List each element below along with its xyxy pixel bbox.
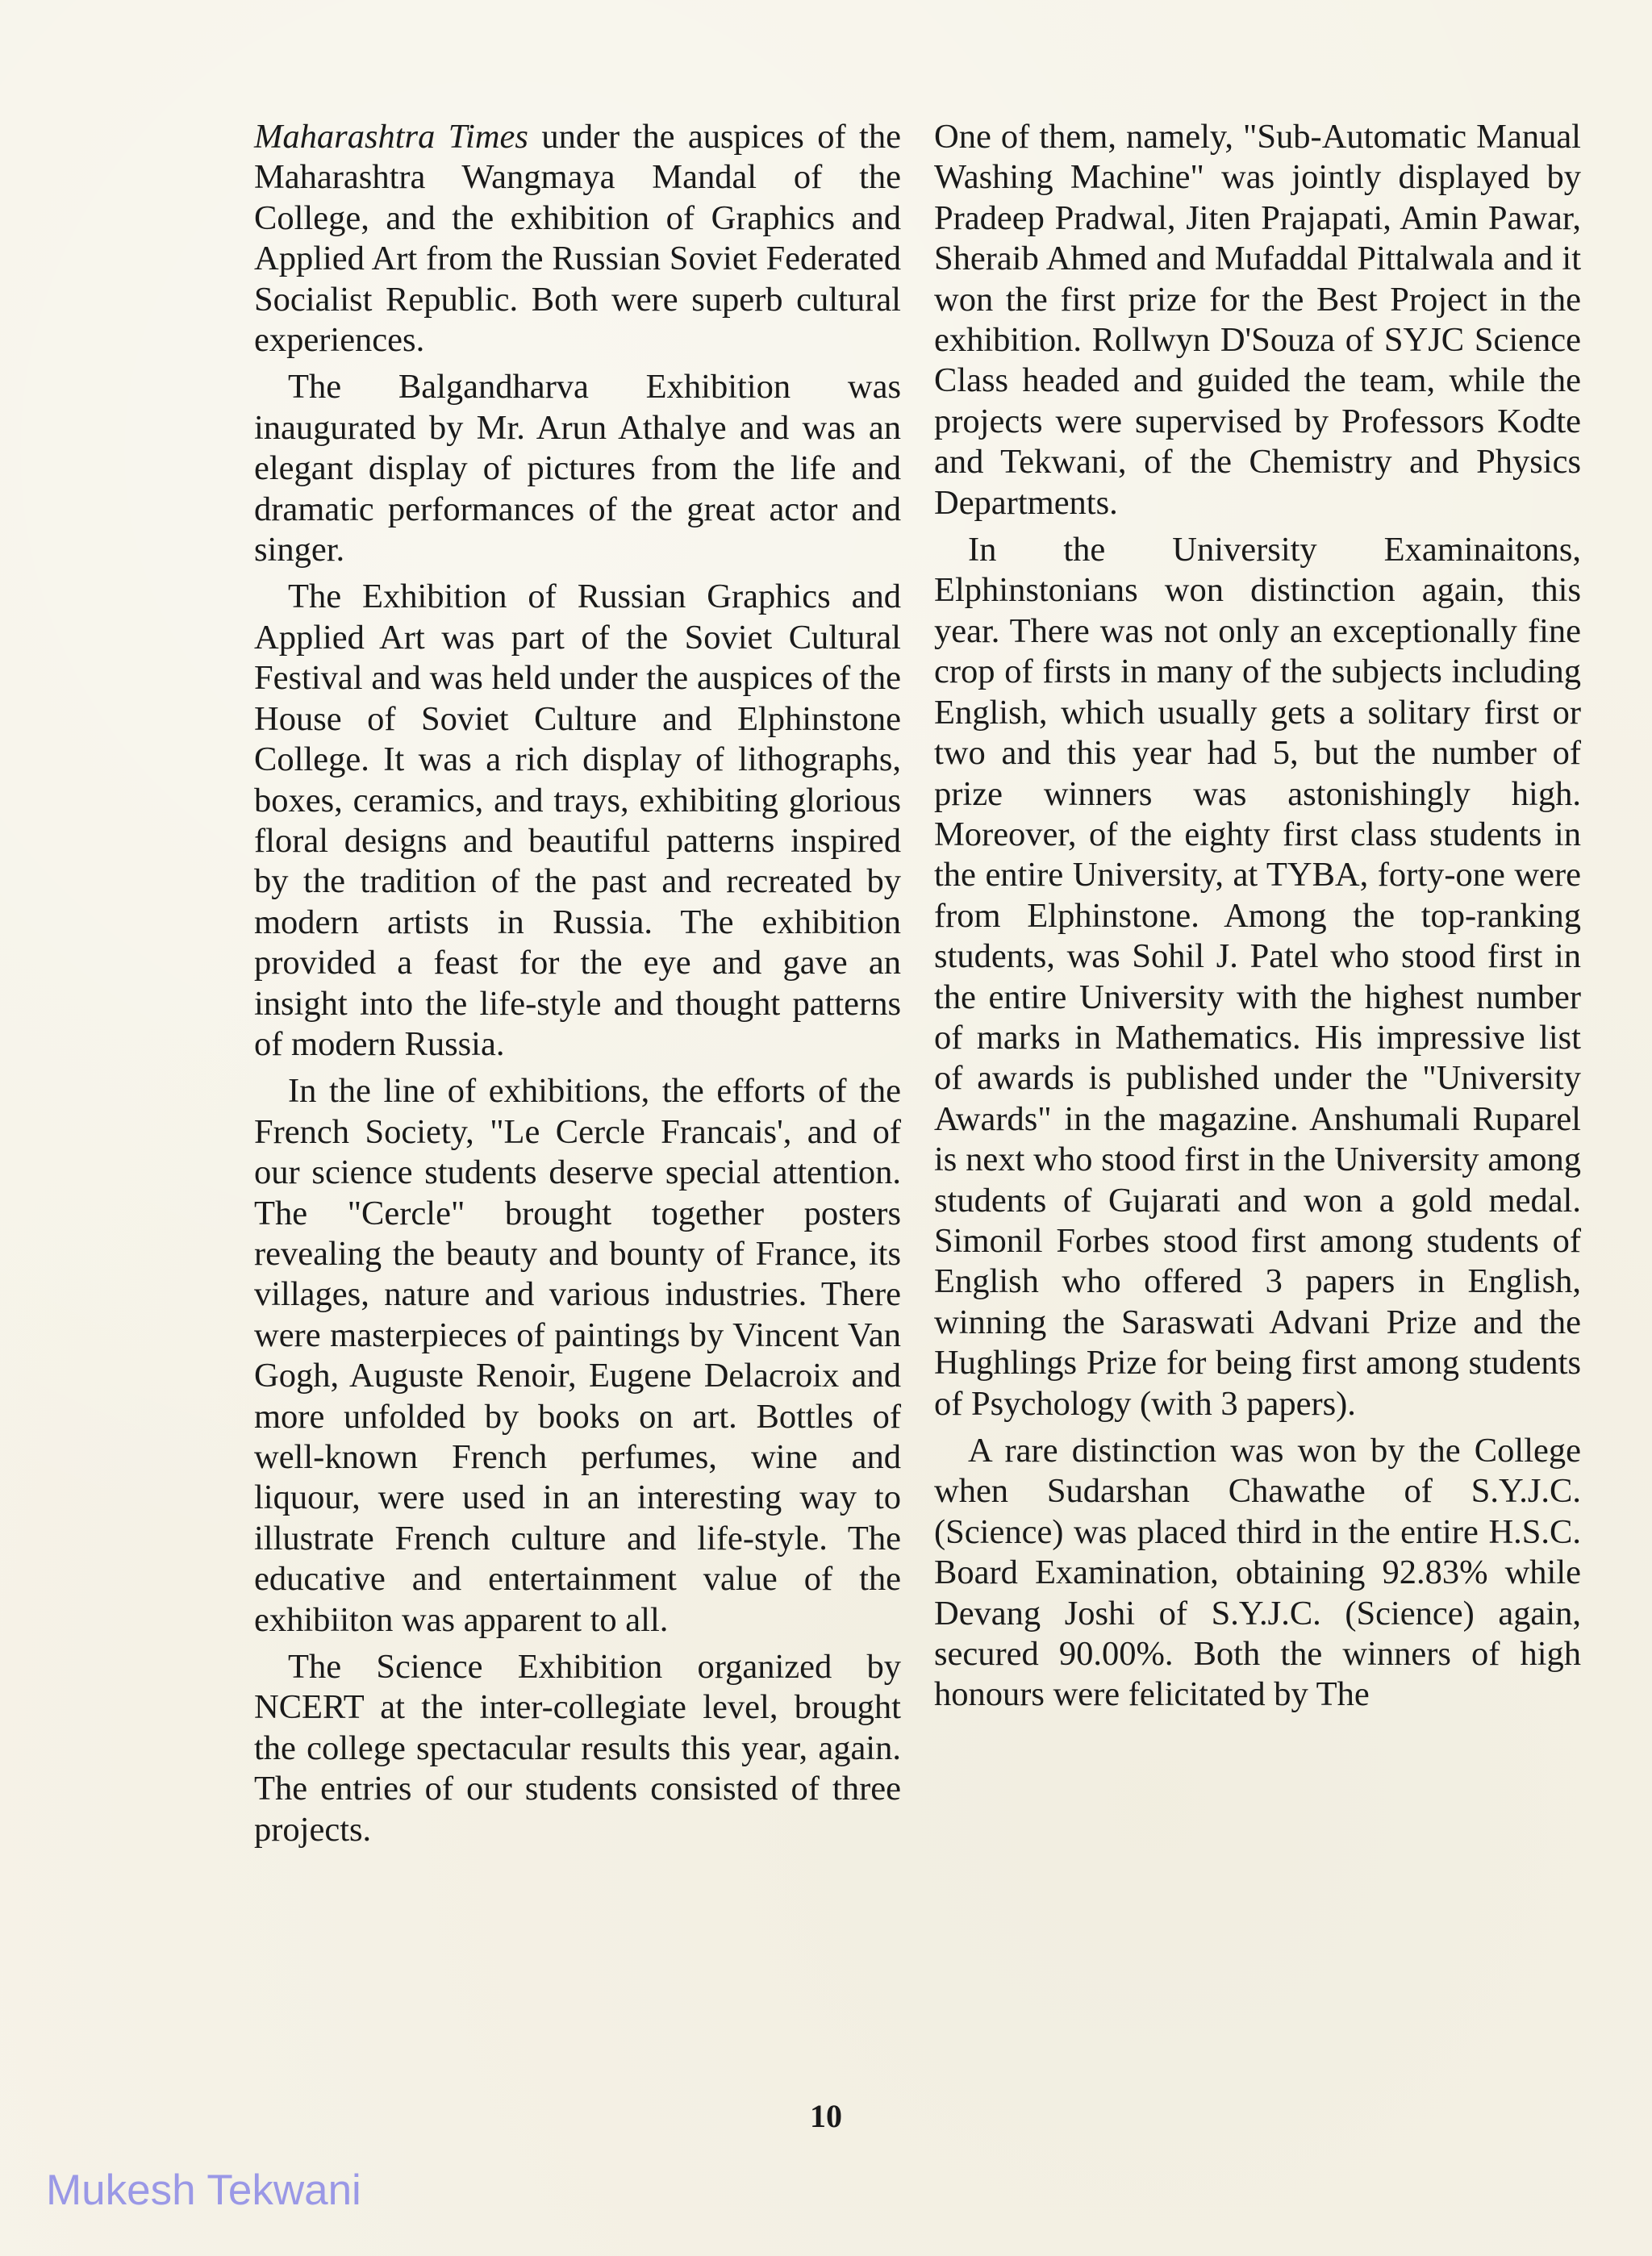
- right-paragraph-2: In the University Examinaitons, Elphinstonians won distinction again, this year. There was not only an exceptionally fine crop of firsts in many of the subjects including English, which usually gets a solitary first or two and this year had 5, but the number of prize winners was astonishingly high. Moreover, of the eighty first class students in the entire University, at TYBA, forty-one were from Elphinstone. Among the top-ranking students, was Sohil J. Patel who stood first in the entire University with the highest number of marks in Mathematics. His impressive list of awards is published under the "University Awards" in the magazine. Anshumali Ruparel is next who stood first in the University among students of Gujarati and won a gold medal. Simonil Forbes stood first among students of English who offered 3 papers in English, winning the Saraswati Advani Prize and the Hughlings Prize for being first among students of Psychology (with 3 papers).: [934, 531, 1581, 1423]
- left-paragraph-1: [254, 117, 901, 361]
- publication-name: Maharashtra Times: [254, 118, 528, 156]
- left-paragraph-5: The Science Exhibition organized by NCERT at the inter-collegiate level, brought the college spectacular results this year, again. The entries of our students consisted of three projects.: [254, 1648, 901, 1849]
- left-paragraph-2: The Balgandharva Exhibition was inaugurated by Mr. Arun Athalye and was an elegant display of pictures from the life and dramatic performances of the great actor and singer.: [254, 368, 901, 569]
- author-watermark: Mukesh Tekwani: [46, 2166, 361, 2214]
- left-paragraph-1-text: under the auspices of the Maharashtra Wangmaya Mandal of the College, and the exhibition of Graphics and Applied Art from the Russian Soviet Federated Socialist Republic. Both were superb cultural experiences.: [254, 118, 901, 360]
- left-column: [254, 117, 901, 1850]
- left-paragraph-3: The Exhibition of Russian Graphics and Applied Art was part of the Soviet Cultural Festival and was held under the auspices of the House of Soviet Culture and Elphinstone College. It was a rich display of lithographs, boxes, ceramics, and trays, exhibiting glorious floral designs and beautiful patterns inspired by the tradition of the past and recreated by modern artists in Russia. The exhibition provided a feast for the eye and gave an insight into the life-style and thought patterns of modern Russia.: [254, 578, 901, 1063]
- right-paragraph-3: A rare distinction was won by the College when Sudarshan Chawathe of S.Y.J.C. (Science) was placed third in the entire H.S.C. Board Examination, obtaining 92.83% while Devang Joshi of S.Y.J.C. (Science) again, secured 90.00%. Both the winners of high honours were felicitated by The: [934, 1432, 1581, 1714]
- left-paragraph-4: In the line of exhibitions, the efforts of the French Society, "Le Cercle Francais', and of our science students deserve special attention. The "Cercle" brought together posters revealing the beauty and bounty of France, its villages, nature and various industries. There were masterpieces of paintings by Vincent Van Gogh, Auguste Renoir, Eugene Delacroix and more unfolded by books on art. Bottles of well-known French perfumes, wine and liquour, were used in an interesting way to illustrate French culture and life-style. The educative and entertainment value of the exhibiiton was apparent to all.: [254, 1072, 901, 1639]
- right-column: [934, 117, 1581, 1716]
- right-paragraph-1: One of them, namely, "Sub-Automatic Manual Washing Machine" was jointly displayed by Pradeep Pradwal, Jiten Prajapati, Amin Pawar, Sheraib Ahmed and Mufaddal Pittalwala and it won the first prize for the Best Project in the exhibition. Rollwyn D'Souza of SYJC Science Class headed and guided the team, while the projects were supervised by Professors Kodte and Tekwani, of the Chemistry and Physics Departments.: [934, 118, 1581, 522]
- page-number: 10: [810, 2098, 842, 2134]
